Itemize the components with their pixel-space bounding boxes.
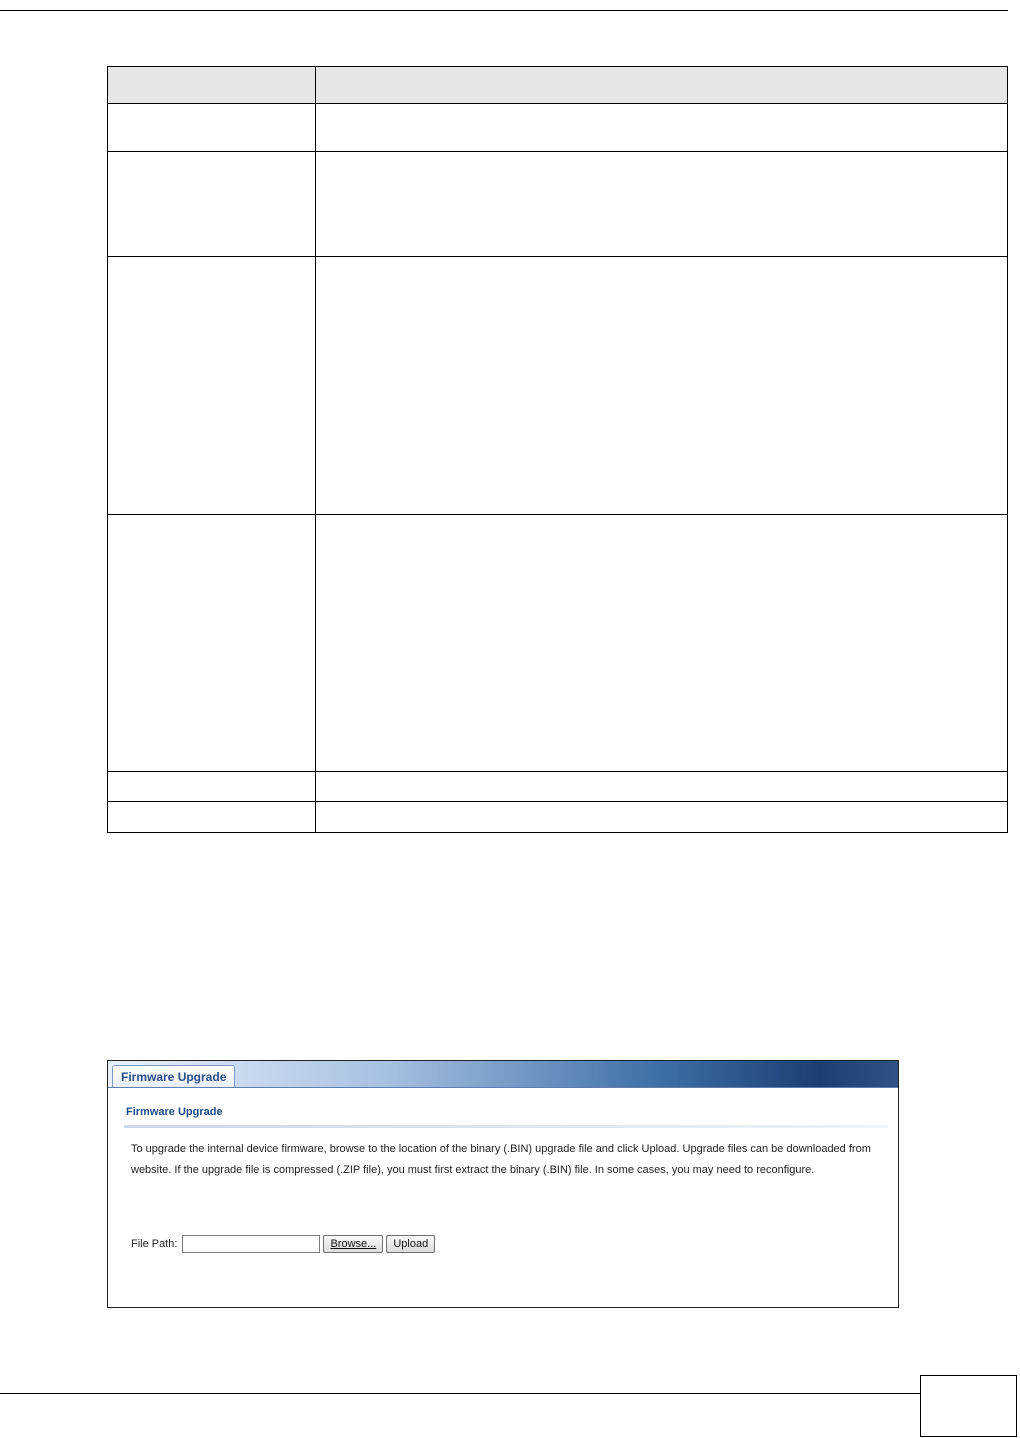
table-row <box>108 104 1008 152</box>
firmware-upgrade-screenshot <box>107 1060 899 1308</box>
file-path-input[interactable] <box>182 1235 320 1253</box>
section-divider <box>124 1125 888 1128</box>
table-row <box>108 772 1008 802</box>
upgrade-instructions: To upgrade the internal device firmware, browse to the location of the binary (.BIN) upgrade file and click Upload. Upgrade files can be downloaded from website. If the upgrade file is compressed (.ZIP file), you must first extract the binary (.BIN) file. In some cases, you may need to reconfigure. <box>131 1143 871 1176</box>
tab-bar <box>108 1061 898 1088</box>
header-rule <box>0 10 1008 11</box>
tab-firmware-upgrade[interactable]: Firmware Upgrade <box>112 1065 235 1087</box>
section-title: Firmware Upgrade <box>126 1106 223 1118</box>
table-row <box>108 515 1008 772</box>
upload-button[interactable]: Upload <box>386 1235 435 1253</box>
table-row <box>108 257 1008 515</box>
file-path-label: File Path: <box>131 1238 178 1250</box>
header-cell-label <box>108 67 316 104</box>
header-cell-description <box>316 67 1008 104</box>
footer-rule <box>0 1393 920 1394</box>
file-path-row <box>131 1233 435 1255</box>
table-row <box>108 152 1008 257</box>
table-row <box>108 802 1008 833</box>
browse-button[interactable]: Browse... <box>323 1235 383 1253</box>
page-number-box <box>920 1375 1017 1437</box>
table-header-row <box>108 67 1008 104</box>
description-table <box>107 66 1008 833</box>
